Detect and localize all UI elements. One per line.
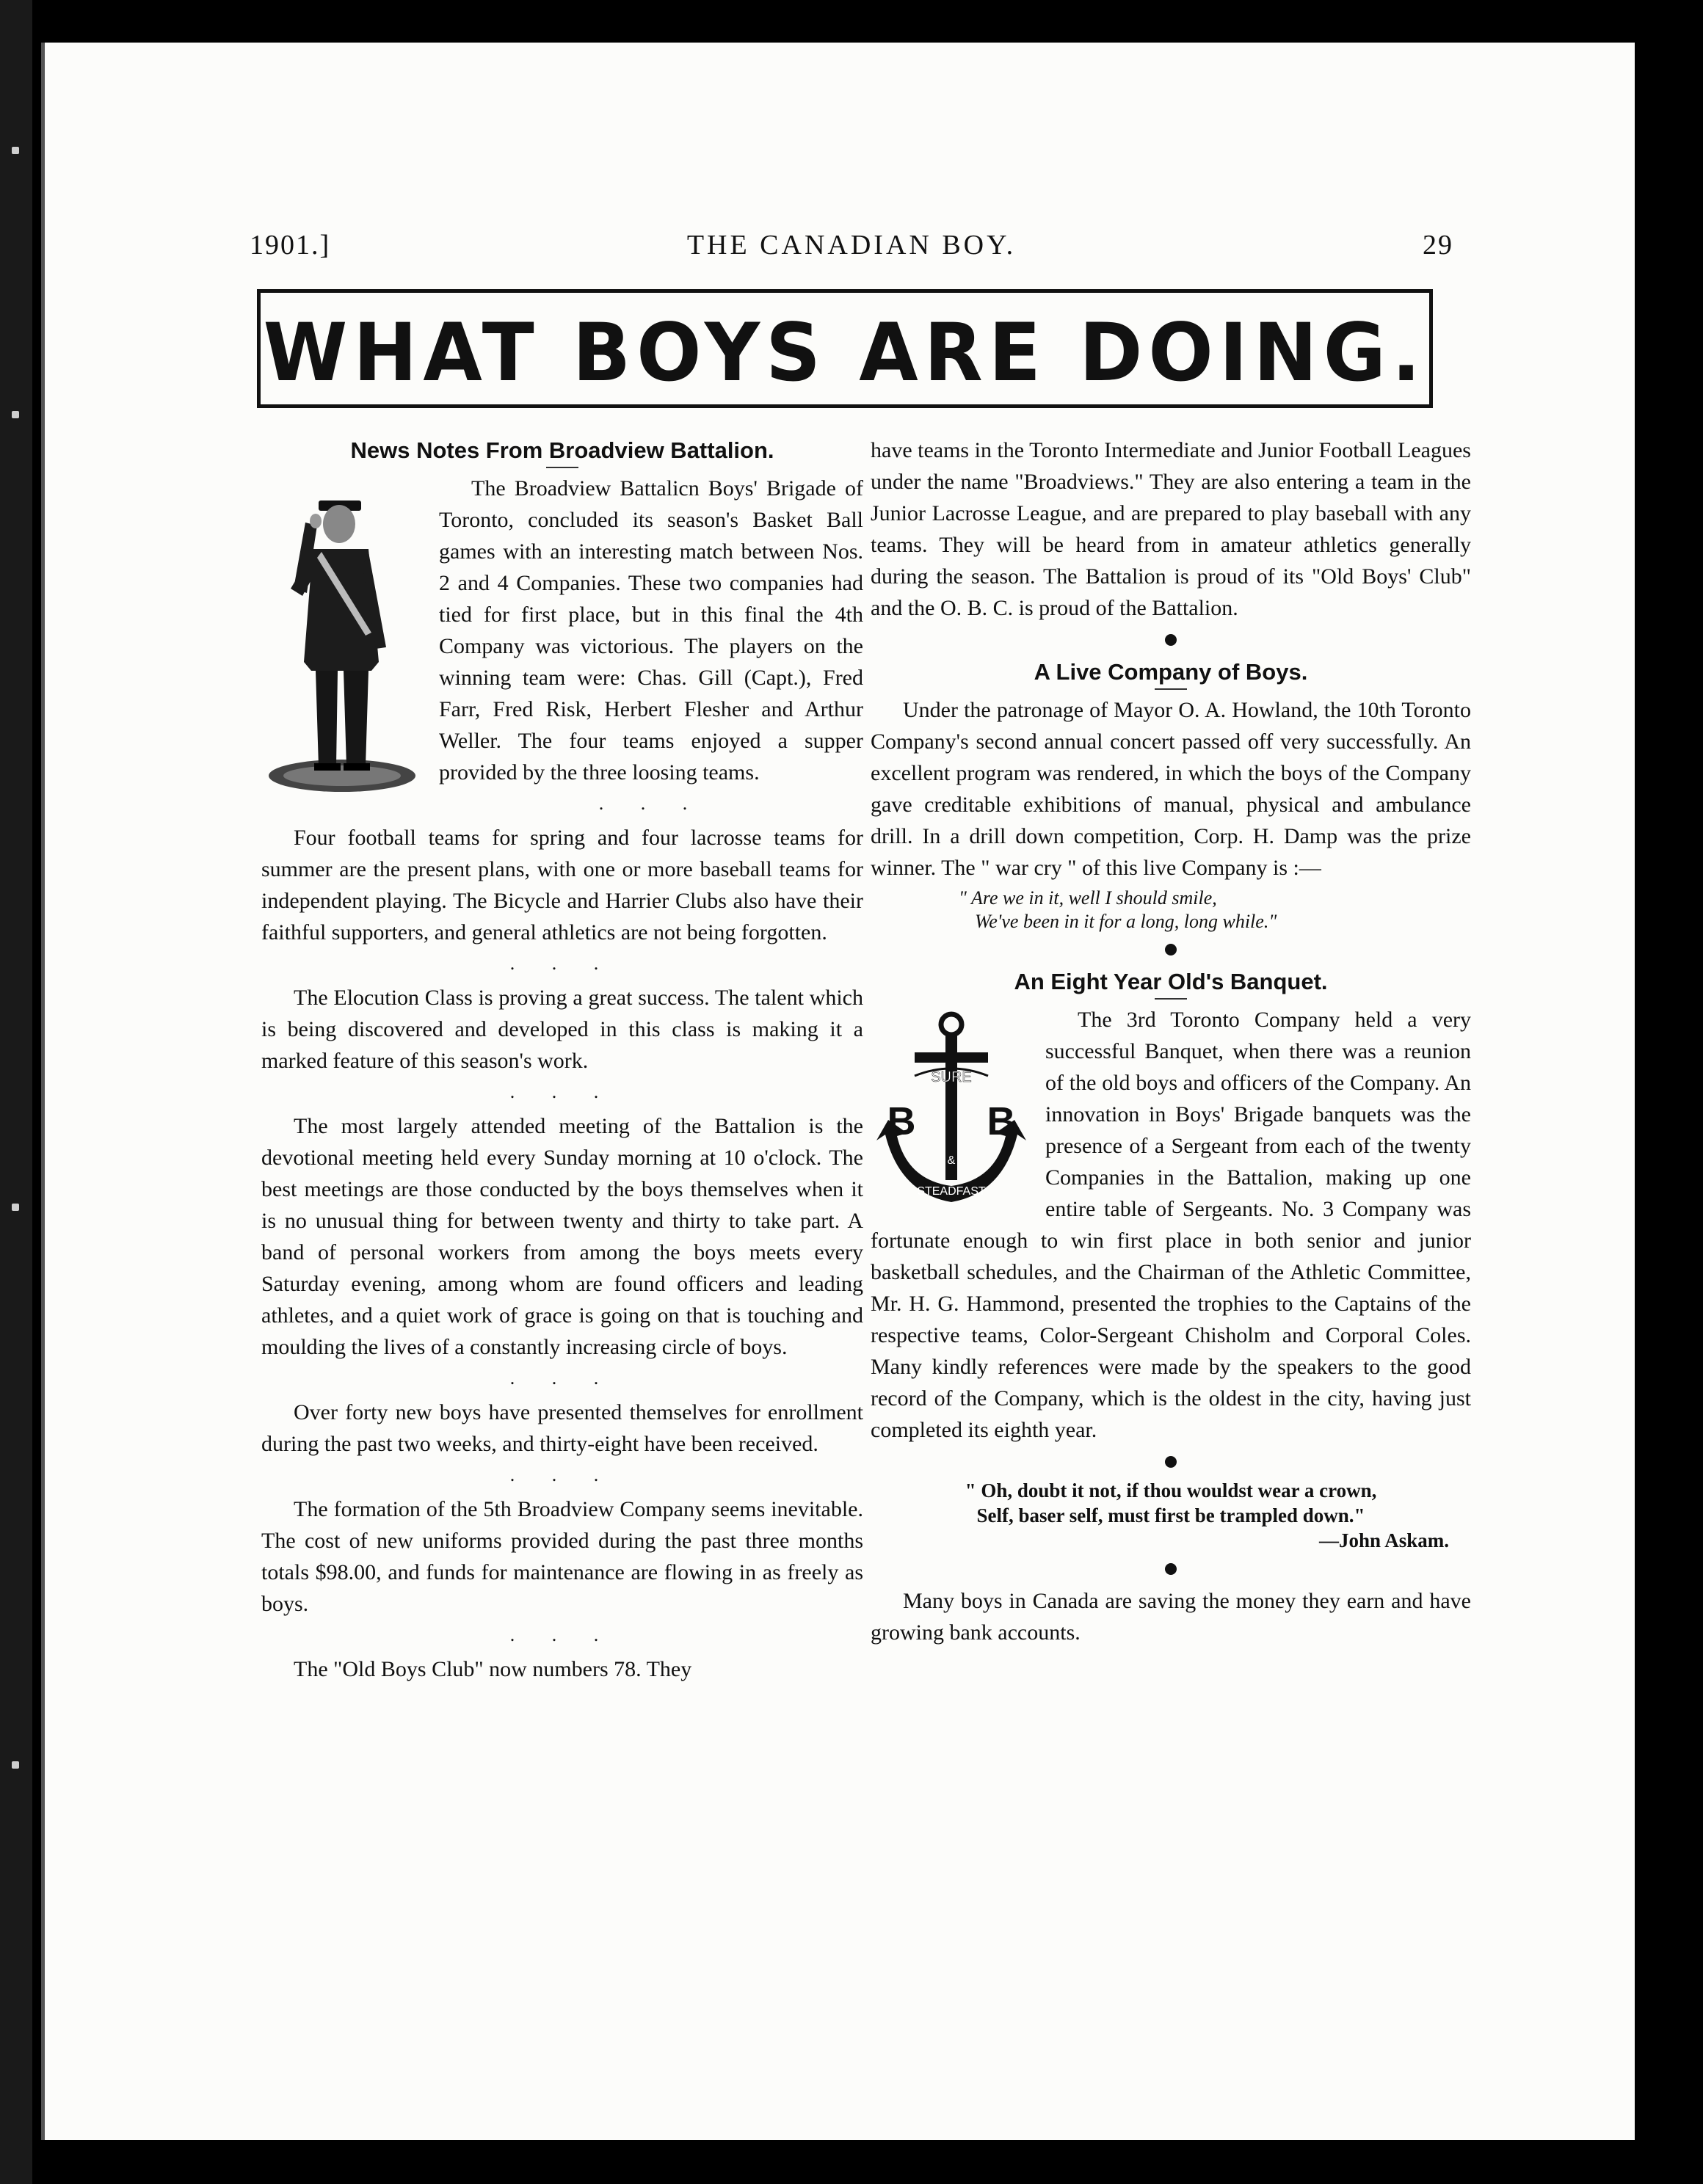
paragraph: The Elocution Class is proving a great success. The talent which is being discovered and developed in this class is making it a marked feature of this season's work. (261, 986, 863, 1073)
section-heading-live-company: A Live Company of Boys. (1034, 659, 1308, 685)
section-bullet (1165, 634, 1177, 646)
paragraph: Four football teams for spring and four lacrosse teams for summer are the present plans, with one or more baseball teams for independent playing. The Bicycle and Harrier Clubs also have their faithful supporters, and general athletics are not being forgotten. (261, 826, 863, 944)
header-journal-title: THE CANADIAN BOY. (686, 230, 1017, 261)
running-header (250, 229, 1453, 266)
header-year: 1901.] (250, 230, 331, 261)
separator-dots: . . . (509, 1081, 615, 1102)
paragraph: The formation of the 5th Broadview Company seems inevitable. The cost of new uniforms provided during the past three months totals $98.00, and funds for maintenance are flowing in as freely as boys. (261, 1497, 863, 1616)
section-bullet (1165, 1563, 1177, 1575)
boys-brigade-anchor-emblem (871, 1010, 1032, 1215)
quoted-verse (871, 1478, 1471, 1553)
section-heading-broadview: News Notes From Broadview Battalion. (350, 437, 774, 463)
left-column (261, 434, 863, 1685)
emblem-letter: B (987, 1099, 1016, 1143)
title-banner (257, 289, 1433, 408)
section-heading-banquet: An Eight Year Old's Banquet. (1014, 969, 1328, 994)
emblem-letter: B (887, 1099, 916, 1143)
emblem-text: STEADFAST (917, 1185, 986, 1198)
section-bullet (1165, 944, 1177, 956)
war-cry-line: We've been in it for a long, long while." (975, 911, 1277, 932)
heading-rule (546, 467, 578, 468)
verse-line: " Oh, doubt it not, if thou wouldst wear a crown, (965, 1479, 1377, 1502)
paragraph: The 3rd Toronto Company held a very successful Banquet, when there was a reunion of the old boys and officers of the Company. An innovation in Boys' Brigade banquets was the presence of a Sergeant from each of the twenty Companies in the Battalion, making up one entire table of Sergeants. No. 3 Company was fortunate enough to win first place in both senior and junior basketball schedules, and the Chairman of the Athletic Committee, Mr. H. G. Hammond, presented the trophies to the Captains of the respective teams, Color-Sergeant Chisholm and Corporal Coles. Many kindly references were made by the speakers to the good record of the Company, which is the oldest in the city, having just completed its eighth year. (871, 1008, 1471, 1442)
emblem-text: & (947, 1154, 956, 1167)
heading-rule (1155, 998, 1187, 1000)
separator-dots: . . . (509, 1464, 615, 1485)
paragraph: The most largely attended meeting of the Battalion is the devotional meeting held every Sunday morning at 10 o'clock. The best meetings are those conducted by the boys themselves when it is no unusual thing for between twenty and thirty to take part. A band of personal workers from among the boys meets every Saturday evening, among whom are found officers and leading athletes, and a quiet work of grace is going on that is touching and moulding the lives of a constantly increasing circle of boys. (261, 1114, 863, 1359)
page-number: 29 (1423, 230, 1453, 261)
separator-dots: . . . (598, 793, 704, 814)
separator-dots: . . . (509, 1624, 615, 1645)
war-cry-verse (959, 887, 1471, 933)
paragraph: Over forty new boys have presented themselves for enrollment during the past two weeks, and thirty-eight have been received. (261, 1400, 863, 1456)
book-spine (0, 0, 32, 2184)
war-cry-line: " Are we in it, well I should smile, (959, 887, 1217, 909)
page-title: WHAT BOYS ARE DOING. (263, 305, 1427, 400)
paragraph: The Broadview Battalicn Boys' Brigade of Toronto, concluded its season's Basket Ball games with an interesting match between Nos. 2 and 4 Companies. These two companies had tied for first place, but in this final the 4th Company was victorious. The players on the winning team were: Chas. Gill (Capt.), Fred Farr, Fred Risk, Herbert Flesher and Arthur Weller. The four teams enjoyed a supper provided by the three loosing teams. (439, 476, 863, 785)
paragraph: have teams in the Toronto Intermediate and Junior Football Leagues under the name "Broadviews." They are also entering a team in the Junior Lacrosse League, and are prepared to play baseball with any teams. They will be heard from in amateur athletics generally during the season. The Battalion is proud of its "Old Boys' Club" and the O. B. C. is proud of the Battalion. (871, 438, 1471, 620)
verse-author: —John Askam. (1318, 1529, 1449, 1551)
paragraph: The "Old Boys Club" now numbers 78. They (294, 1657, 692, 1681)
section-bullet (1165, 1456, 1177, 1468)
saluting-boy-illustration (261, 478, 423, 794)
heading-rule (1155, 688, 1187, 690)
right-column (871, 434, 1471, 1648)
separator-dots: . . . (509, 953, 615, 974)
verse-line: Self, baser self, must first be trampled down." (976, 1504, 1365, 1526)
paragraph: Under the patronage of Mayor O. A. Howland, the 10th Toronto Company's second annual concert passed off very successfully. An excellent program was rendered, in which the boys of the Company gave creditable exhibitions of manual, physical and ambulance drill. In a drill down competition, Corp. H. Damp was the prize winner. The " war cry " of this live Company is :— (871, 698, 1471, 880)
emblem-text: SURE (931, 1069, 972, 1085)
separator-dots: . . . (509, 1367, 615, 1388)
paragraph: Many boys in Canada are saving the money they earn and have growing bank accounts. (871, 1589, 1471, 1645)
